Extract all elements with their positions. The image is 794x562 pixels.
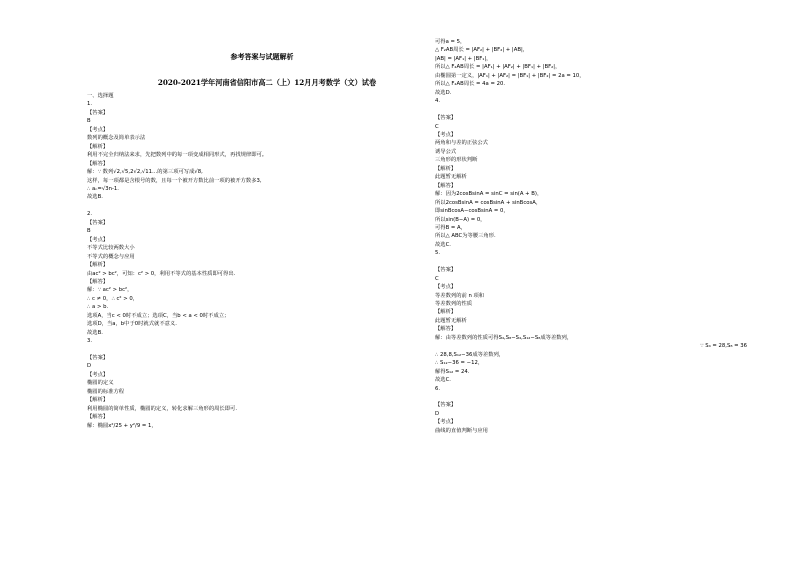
left-text-line: 【解答】 bbox=[87, 278, 109, 285]
left-text-line: 选项D，当a，b中于0时就式就不意义. bbox=[87, 321, 177, 328]
left-text-line: 1. bbox=[87, 101, 93, 108]
left-text-line: 【考点】 bbox=[87, 126, 109, 133]
right-text-line bbox=[435, 106, 755, 114]
right-text-line: 解：由等差数列的性质可得S₄,S₈−S₄,S₁₂−S₈成等差数列， bbox=[435, 334, 573, 341]
right-text-line: 此题暂无解析 bbox=[435, 174, 467, 181]
left-text-line: 选项A，当c < 0时不成立；选项C，当b < a < 0时不成立； bbox=[87, 312, 230, 319]
right-text-line: D bbox=[435, 410, 440, 417]
right-text-line: △ F₂AB周长 = |AF₂| + |BF₂| + |AB|， bbox=[435, 47, 529, 54]
left-text-line: 解：∵ 数列√2,√5,2√2,√11…的第三项可写成√8, bbox=[87, 169, 203, 176]
left-text-line: 数列的概念及简单表示法 bbox=[87, 135, 146, 142]
left-text-line: 3. bbox=[87, 338, 93, 345]
left-text-line: 【答案】 bbox=[87, 355, 109, 362]
right-text-line: 【答案】 bbox=[435, 402, 457, 409]
left-text-line: 2. bbox=[87, 211, 93, 218]
right-text-line: 所以sin(B−A) = 0， bbox=[435, 216, 486, 223]
left-text-line: 一、选择题 bbox=[87, 93, 114, 99]
left-text-line: ∴ a > b. bbox=[87, 304, 109, 311]
right-text-line: 解得S₁₂ = 24. bbox=[435, 368, 470, 375]
right-text-line: 曲线的直值判断与应用 bbox=[435, 427, 488, 434]
right-text-line: 【解答】 bbox=[435, 326, 457, 333]
right-text-line: C bbox=[435, 275, 439, 282]
right-text-line: 【答案】 bbox=[435, 115, 457, 122]
right-text-line: 等差数列的前 n 项和 bbox=[435, 292, 485, 299]
left-text-line: 解：椭圆x²/25 + y²/9 = 1， bbox=[87, 422, 157, 429]
left-text-line: 故选B. bbox=[87, 194, 103, 201]
left-text-line: 【考点】 bbox=[87, 236, 109, 243]
right-text-line: 所以△ F₂AB周长 = 4a = 20. bbox=[435, 81, 506, 88]
right-text-line: 可得a = 5， bbox=[435, 39, 466, 45]
right-text-line: 【解析】 bbox=[435, 165, 457, 172]
left-text-line: 利用椭圆的简单性质，椭圆的定义，转化求解三角形的周长即可. bbox=[87, 405, 237, 412]
right-text-line: 等差数列的性质 bbox=[435, 301, 473, 308]
page-title: 参考答案与试题解析 bbox=[230, 52, 294, 61]
right-text-line: ∵ S₄ = 28,S₈ = 36 bbox=[700, 343, 747, 350]
right-column bbox=[435, 38, 755, 435]
right-text-line: 即sinBcosA−cosBsinA = 0， bbox=[435, 208, 509, 215]
right-text-line: 诱导公式 bbox=[435, 148, 457, 155]
right-text-line: 所以2cosBsinA = cosBsinA + sinBcosA， bbox=[435, 199, 542, 206]
left-column bbox=[87, 52, 407, 430]
left-text-line: 故选B. bbox=[87, 329, 103, 336]
right-text-line: 【考点】 bbox=[435, 419, 457, 426]
right-text-line: 两角和与差的正弦公式 bbox=[435, 140, 488, 147]
right-text-line: |AB| = |AF₁| + |BF₁|， bbox=[435, 55, 492, 62]
right-text-line: 【解答】 bbox=[435, 182, 457, 189]
left-text-line: 不等式比较两数大小 bbox=[87, 245, 135, 252]
left-text-line: 【考点】 bbox=[87, 371, 109, 378]
right-text-line: 【答案】 bbox=[435, 267, 457, 274]
left-text-line bbox=[87, 202, 407, 210]
left-text-line: B bbox=[87, 228, 91, 235]
left-text-line: 【解析】 bbox=[87, 262, 109, 269]
left-text-line: 【解析】 bbox=[87, 397, 109, 404]
left-text-line bbox=[87, 346, 407, 354]
left-text-line: B bbox=[87, 118, 91, 125]
left-text-line: 利用不完全归纳法来求，先把数列中的每一项变成相同形式，再找规律即可。 bbox=[87, 152, 268, 159]
right-text-line: 可得B = A， bbox=[435, 224, 466, 231]
left-text-line: 【答案】 bbox=[87, 109, 109, 116]
right-text-block bbox=[435, 38, 755, 435]
right-text-line: 【考点】 bbox=[435, 284, 457, 291]
right-text-line: 三角形的形状判断 bbox=[435, 157, 478, 164]
left-text-line: 【答案】 bbox=[87, 219, 109, 226]
right-text-line bbox=[435, 393, 755, 401]
right-text-line bbox=[435, 258, 755, 266]
right-text-line: 此题暂无解析 bbox=[435, 317, 467, 324]
right-text-line: 故选D. bbox=[435, 89, 452, 96]
right-text-line: 【解析】 bbox=[435, 309, 457, 316]
exam-subtitle: 2020-2021学年河南省信阳市高二（上）12月月考数学（文）试卷 bbox=[157, 78, 377, 87]
right-text-line: 解：因为2cosBsinA = sinC = sin(A + B)， bbox=[435, 191, 543, 198]
right-text-line: 4. bbox=[435, 98, 441, 105]
right-text-line: 故选C. bbox=[435, 241, 451, 248]
right-text-line: 由椭圆第一定义，|AF₁| + |AF₂| = |BF₁| + |BF₂| = 2a = 10， bbox=[435, 72, 585, 79]
left-text-line: ∴ aₙ=√3n-1. bbox=[87, 185, 119, 192]
right-text-line: ∴ 28,8,S₁₂−36成等差数列， bbox=[435, 351, 505, 358]
right-text-line: 所以△ F₂AB周长 = |AF₁| + |AF₂| + |BF₁| + |BF₂|， bbox=[435, 64, 561, 71]
left-text-line: 由ac² > bc²，可知：c² > 0，利用不等式的基本性质即可得出. bbox=[87, 270, 236, 277]
left-text-block bbox=[87, 92, 407, 430]
left-text-line: D bbox=[87, 363, 92, 370]
right-text-line: 故选C. bbox=[435, 377, 451, 384]
right-text-line: 6. bbox=[435, 385, 441, 392]
right-text-line: 【考点】 bbox=[435, 131, 457, 138]
left-text-line: 解：∵ ac² > bc²， bbox=[87, 287, 133, 294]
left-text-line: 不等式的概念与应用 bbox=[87, 253, 135, 260]
right-text-line: ∴ S₁₂−36 = −12， bbox=[435, 360, 484, 367]
left-text-line: 【解析】 bbox=[87, 143, 109, 150]
right-text-line: 所以△ ABC为等腰三角形. bbox=[435, 233, 496, 240]
left-text-line: 【解答】 bbox=[87, 414, 109, 421]
left-text-line: 【解答】 bbox=[87, 160, 109, 167]
right-text-line: C bbox=[435, 123, 439, 130]
left-text-line: 椭圆的标准方程 bbox=[87, 388, 125, 395]
left-text-line: ∴ c ≠ 0，∴ c² > 0， bbox=[87, 295, 139, 302]
right-text-line: 5. bbox=[435, 250, 441, 257]
left-text-line: 椭圆的定义 bbox=[87, 380, 114, 387]
left-text-line: 这样，每一项都是含根号的数，且每一个被开方数比前一项的被开方数多3, bbox=[87, 177, 262, 184]
